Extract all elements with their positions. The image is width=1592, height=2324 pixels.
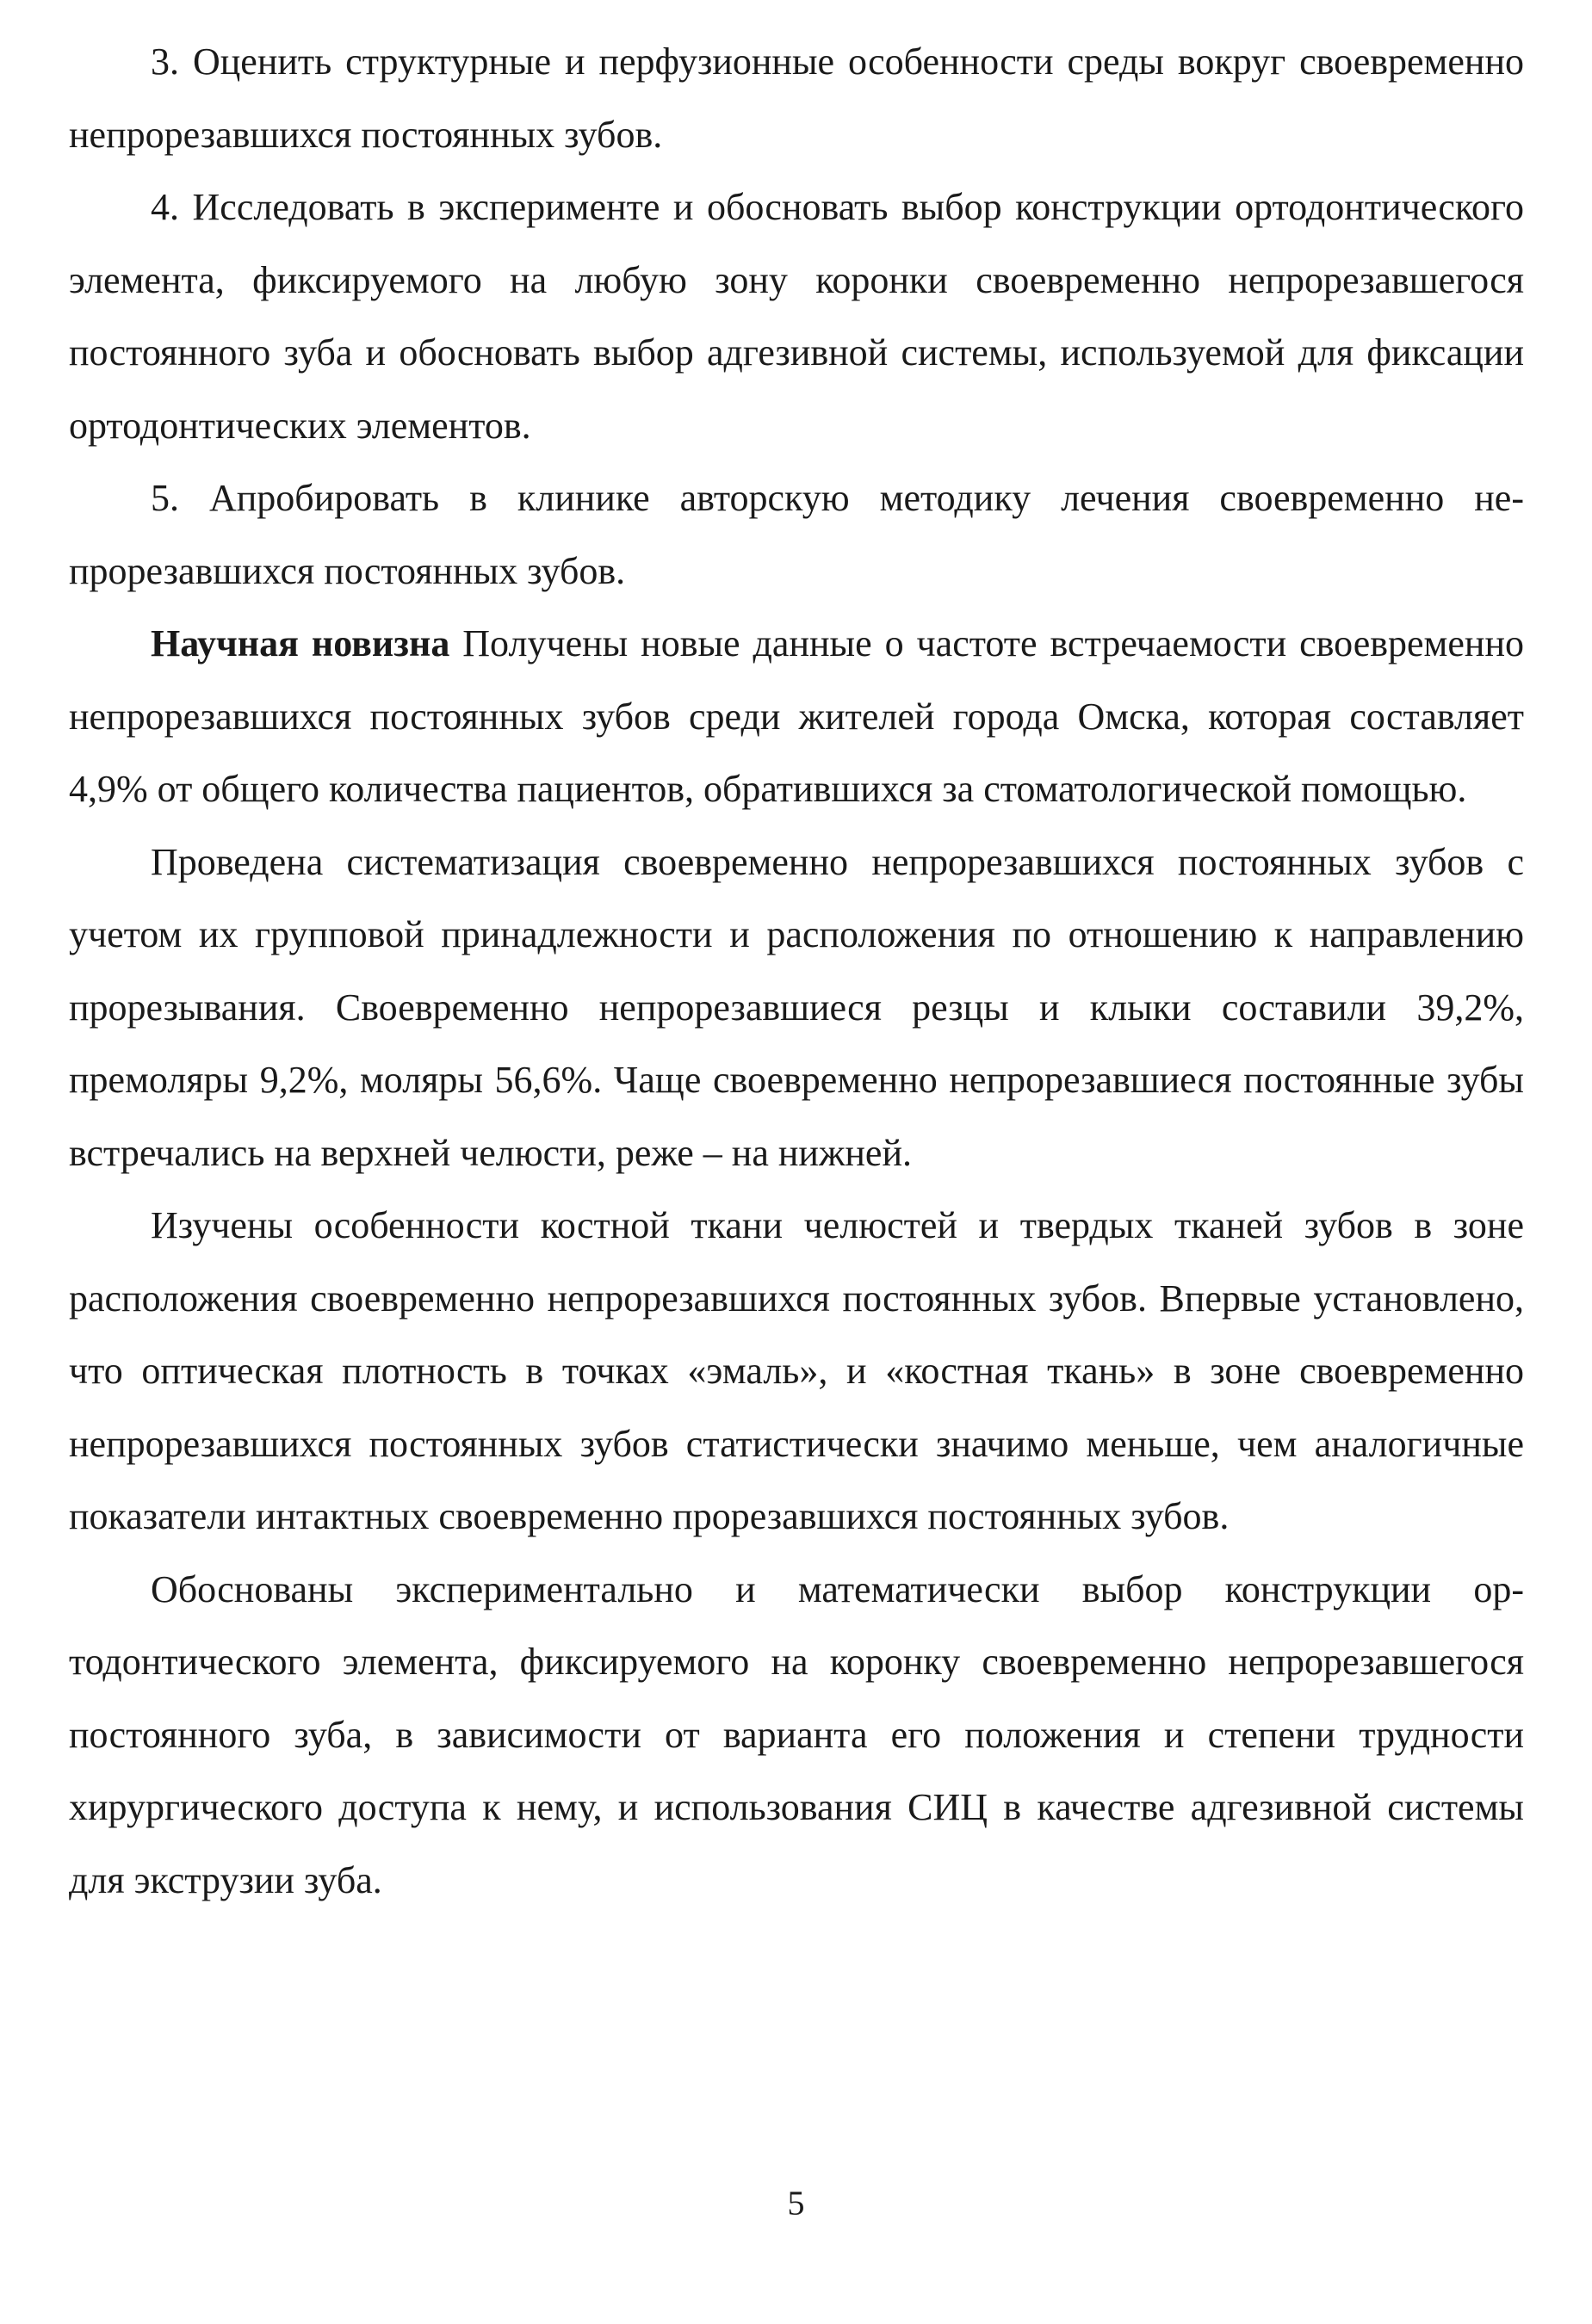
paragraph-text: 5. Апробировать в клинике авторскую методику лечения своевременно непрорезавшихся постоянных зубов.: [69, 477, 1524, 592]
paragraph-task-5: [69, 462, 1524, 608]
page-number: 5: [787, 2184, 805, 2222]
paragraph-task-3: [69, 26, 1524, 171]
paragraph-systematization: [69, 826, 1524, 1190]
paragraph-text: 3. Оценить структурные и перфузионные особенности среды вокруг своевременно непрорезавшихся постоянных зубов.: [69, 40, 1524, 156]
document-body: [69, 26, 1524, 1917]
paragraph-task-4: [69, 171, 1524, 462]
paragraph-text: 4. Исследовать в эксперименте и обосновать выбор конструкции ортодонтического элемента, фиксируемого на любую зону коронки своевременно непрорезавшегося постоянного зуба и обосновать выбор адгезивной системы, используемой для фиксации ортодонтических элементов.: [69, 186, 1524, 447]
paragraph-text: Обоснованы экспериментально и математически выбор конструкции ортодонтического элемента, фиксируемого на коронку своевременно непрорезавшегося постоянного зуба, в зависимости от варианта его положения и степени трудности хирургического доступа к нему, и использования СИЦ в качестве адгезивной системы для экструзии зуба.: [69, 1567, 1524, 1901]
paragraph-scientific-novelty: [69, 608, 1524, 826]
paragraph-bone-tissue: [69, 1190, 1524, 1554]
paragraph-text: Получены новые данные о частоте встречаемости своевременно непрорезавшихся постоянных зубов среди жителей города Омска, которая составляет 4,9% от общего количества пациентов, обратившихся за стоматологической помощью.: [69, 622, 1524, 810]
paragraph-text: Проведена систематизация своевременно непрорезавшихся постоянных зубов с учетом их групповой принадлежности и расположения по отношению к направлению прорезывания. Своевременно непрорезавшиеся резцы и клыки составили 39,2%, премоляры 9,2%, моляры 56,6%. Чаще своевременно непрорезавшиеся постоянные зубы встречались на верхней челюсти, реже – на нижней.: [69, 840, 1524, 1174]
paragraph-justification: [69, 1554, 1524, 1918]
section-heading-scientific-novelty: Научная новизна: [151, 622, 450, 664]
paragraph-text: Изучены особенности костной ткани челюстей и твердых тканей зубов в зоне расположения своевременно непрорезавшихся постоянных зубов. Впервые установлено, что оптическая плотность в точках «эмаль», и «костная ткань» в зоне своевременно непрорезавшихся постоянных зубов статистически значимо меньше, чем аналогичные показатели интактных своевременно прорезавшихся постоянных зубов.: [69, 1204, 1524, 1537]
